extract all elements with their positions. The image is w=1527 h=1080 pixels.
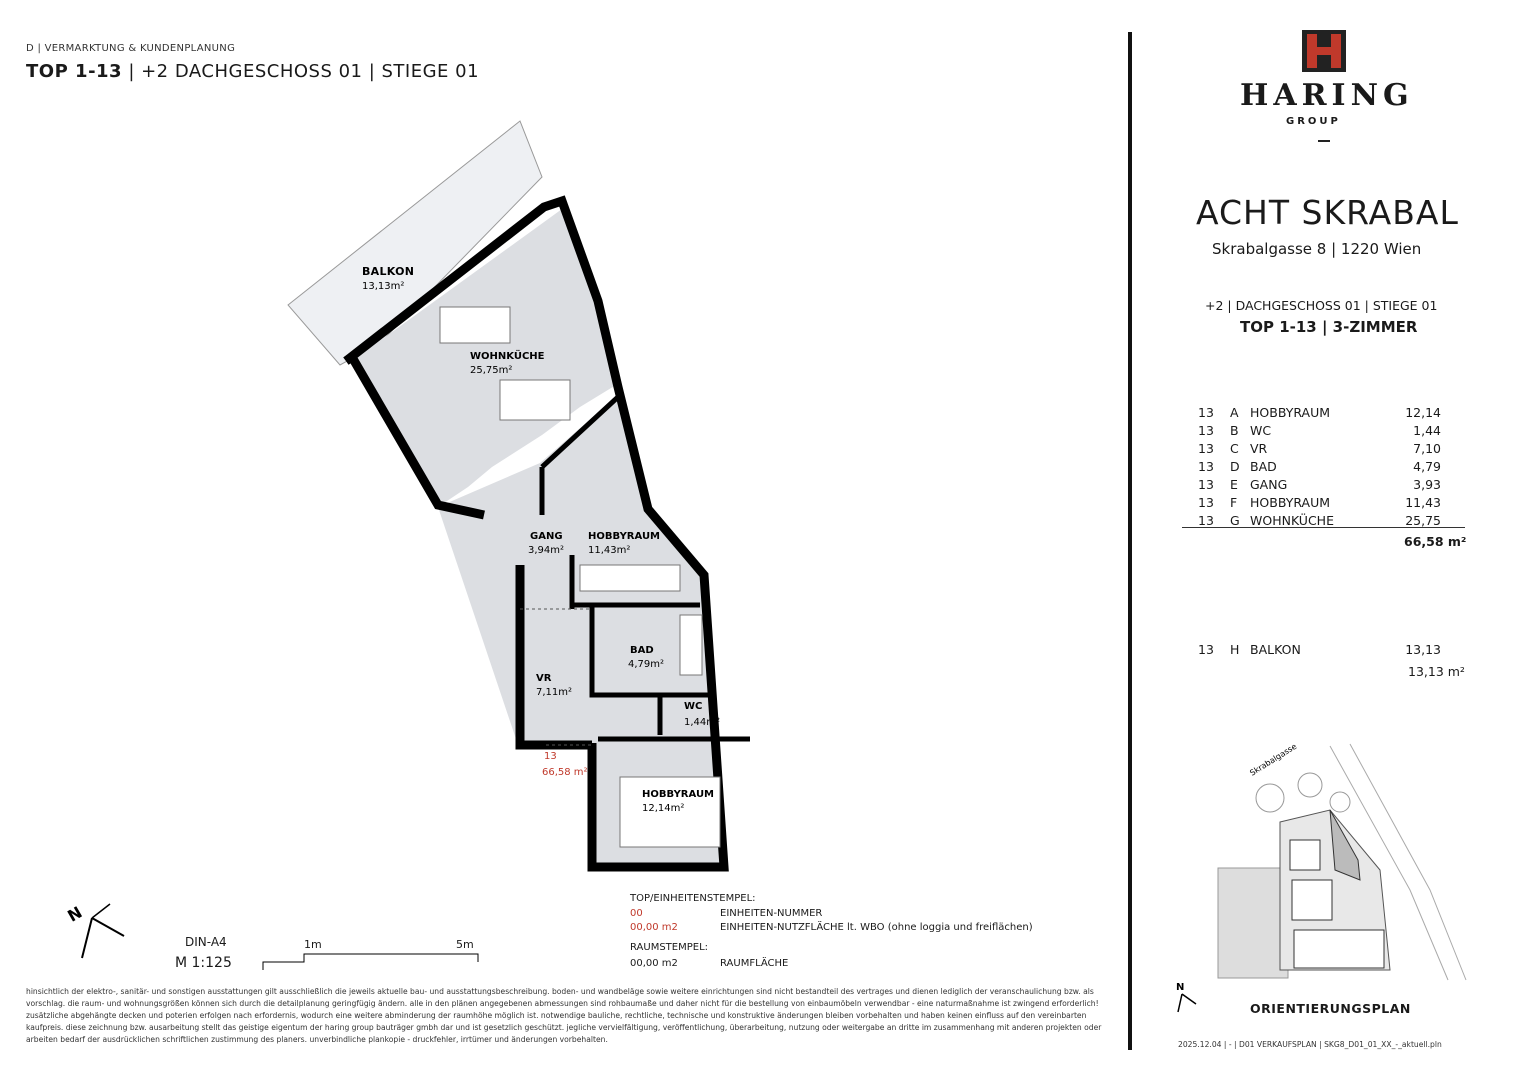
room-row: [1198, 493, 1441, 511]
legend-title: TOP/EINHEITENSTEMPEL:: [630, 893, 756, 904]
site-plan-title: ORIENTIERUNGSPLAN: [1250, 1001, 1411, 1016]
room-code: G: [1230, 512, 1240, 528]
room-code: F: [1230, 494, 1238, 510]
room-row: [1198, 457, 1441, 475]
room-area: 4,79m²: [628, 659, 665, 670]
room-label: VR: [536, 673, 552, 684]
title-unit: TOP 1-13: [26, 61, 123, 82]
room-top: 13: [1198, 641, 1214, 657]
legend-code: 00,00 m2: [630, 958, 678, 969]
room-total: 66,58 m²: [1404, 534, 1467, 549]
legend-code: 00,00 m2: [630, 922, 678, 933]
room-label: WOHNKÜCHE: [470, 351, 545, 362]
title-location: | +2 DACHGESCHOSS 01 | STIEGE 01: [122, 61, 480, 82]
project-top: TOP 1-13 | 3-ZIMMER: [1240, 318, 1418, 336]
room-name: VR: [1250, 440, 1268, 456]
site-street-label: Skrabalgasse: [1248, 741, 1299, 778]
site-north-arrow: [1172, 978, 1202, 1016]
room-code: H: [1230, 641, 1240, 657]
site-plan: [1180, 740, 1470, 1000]
vertical-divider: [1128, 32, 1132, 1050]
room-top: 13: [1198, 458, 1214, 474]
room-table-rule: [1182, 527, 1465, 528]
room-area: 3,93: [1413, 476, 1441, 492]
legend: [630, 893, 1033, 969]
room-top: 13: [1198, 440, 1214, 456]
room-area: 25,75: [1405, 512, 1441, 528]
legend-room-title: RAUMSTEMPEL:: [630, 942, 709, 953]
room-top: 13: [1198, 512, 1214, 528]
room-name: WOHNKÜCHE: [1250, 512, 1334, 528]
disclaimer: hinsichtlich der elektro-, sanitär- und sonstigen ausstattungen gilt ausschließlich die jeweils aktuelle bau- und ausstattungsbeschreibung. boden- und wandbeläge sowie weitere einrichtungen sind nicht bestandteil des vertrages und dienen lediglich der veranschaulichung bzw. als vorschlag. die raum- und wohnungsgrößen können sich durch die detailplanung geringfügig ändern. alle in den plänen angegebenen abmessungen sind rohbaumaße und daher nicht für die bestellung von einbaumöbeln verwendbar - eine naturmaßnahme ist zwingend erforderlich! zusätzliche abgehängte decken und poterien erfolgen nach erfordernis, wodurch eine weitere abminderung der raumhöhe möglich ist. notwendige bauliche, rechtliche, technische und konstruktive änderungen bleiben vorbehalten und haben keinen einfluss auf den vereinbarten kaufpreis. diese zeichnung bzw. ausarbeitung stellt das geistige eigentum der haring group bauträger gmbh dar und ist gesetzlich geschützt. jegliche vervielfältigung, veröffentlichung, überarbeitung, nutzung oder weitergabe an dritte im zusammenhang mit anderen projekten oder arbeiten bedarf der ausdrücklichen schriftlichen zustimmung des planers. unverbindliche plankopie - druckfehler, irrtümer und änderungen vorbehalten.: [26, 987, 1102, 1044]
legend-code: 00: [630, 908, 643, 919]
room-label: HOBBYRAUM: [642, 789, 715, 800]
room-name: WC: [1250, 422, 1272, 438]
project-name: ACHT SKRABAL: [1196, 193, 1459, 232]
brand-dash: [1318, 140, 1330, 142]
room-row: [1198, 439, 1441, 457]
room-top: 13: [1198, 404, 1214, 420]
outdoor-total: 13,13 m²: [1408, 664, 1465, 679]
scale-1m-label: 1m: [304, 938, 322, 951]
room-area: 7,10: [1413, 440, 1441, 456]
brand-sub: GROUP: [1286, 116, 1341, 127]
room-code: E: [1230, 476, 1238, 492]
scale-ratio: M 1:125: [175, 955, 232, 971]
room-area: 11,43m²: [588, 545, 631, 556]
room-name: BAD: [1250, 458, 1277, 474]
room-label: BALKON: [362, 265, 415, 278]
room-name: HOBBYRAUM: [1250, 494, 1331, 510]
room-row: [1198, 640, 1441, 658]
scale-5m-label: 5m: [456, 938, 474, 951]
room-label: WC: [684, 701, 703, 712]
room-area: 1,44: [1413, 422, 1441, 438]
document-title: [26, 61, 479, 82]
legend-text: EINHEITEN-NUMMER: [720, 908, 823, 919]
legend-text: EINHEITEN-NUTZFLÄCHE lt. WBO (ohne loggia und freiflächen): [720, 922, 1033, 933]
room-name: HOBBYRAUM: [1250, 404, 1331, 420]
room-area: 25,75m²: [470, 365, 513, 376]
room-row: [1198, 475, 1441, 493]
room-row: [1198, 421, 1441, 439]
room-area: 11,43: [1405, 494, 1441, 510]
room-area: 1,44m²: [684, 717, 721, 728]
room-label: HOBBYRAUM: [588, 531, 661, 542]
room-name: BALKON: [1250, 641, 1301, 657]
brand-name: HARING: [1240, 78, 1414, 113]
room-code: C: [1230, 440, 1239, 456]
room-area: 13,13: [1405, 641, 1441, 657]
paper-format: DIN-A4: [185, 935, 227, 949]
room-code: B: [1230, 422, 1239, 438]
room-area: 13,13m²: [362, 281, 405, 292]
legend-text: RAUMFLÄCHE: [720, 958, 789, 969]
north-arrow: [62, 898, 132, 968]
room-area: 12,14: [1405, 404, 1441, 420]
room-area: 7,11m²: [536, 687, 573, 698]
room-top: 13: [1198, 494, 1214, 510]
room-top: 13: [1198, 476, 1214, 492]
room-top: 13: [1198, 422, 1214, 438]
room-name: GANG: [1250, 476, 1288, 492]
haring-logo-icon: [1302, 30, 1346, 72]
room-label: BAD: [630, 645, 654, 656]
room-row: [1198, 403, 1441, 421]
room-code: D: [1230, 458, 1240, 474]
room-area: 4,79: [1413, 458, 1441, 474]
room-area: 3,94m²: [528, 545, 565, 556]
project-floor: +2 | DACHGESCHOSS 01 | STIEGE 01: [1205, 298, 1438, 313]
floor-plan: [280, 95, 840, 885]
document-subtitle: D | VERMARKTUNG & KUNDENPLANUNG: [26, 43, 236, 54]
north-label: N: [64, 902, 86, 926]
footer: 2025.12.04 | - | D01 VERKAUFSPLAN | SKG8_D01_01_XX_-_aktuell.pln: [1178, 1040, 1442, 1049]
room-area: 12,14m²: [642, 803, 685, 814]
project-address: Skrabalgasse 8 | 1220 Wien: [1212, 240, 1422, 258]
unit-stamp-number: 13: [544, 751, 557, 762]
unit-stamp-area: 66,58 m²: [542, 767, 588, 778]
room-label: GANG: [530, 531, 563, 542]
scale-bar: [262, 952, 482, 972]
outdoor-table: [1198, 640, 1441, 658]
room-code: A: [1230, 404, 1239, 420]
site-north-label: N: [1176, 982, 1185, 993]
room-table: [1198, 403, 1441, 529]
